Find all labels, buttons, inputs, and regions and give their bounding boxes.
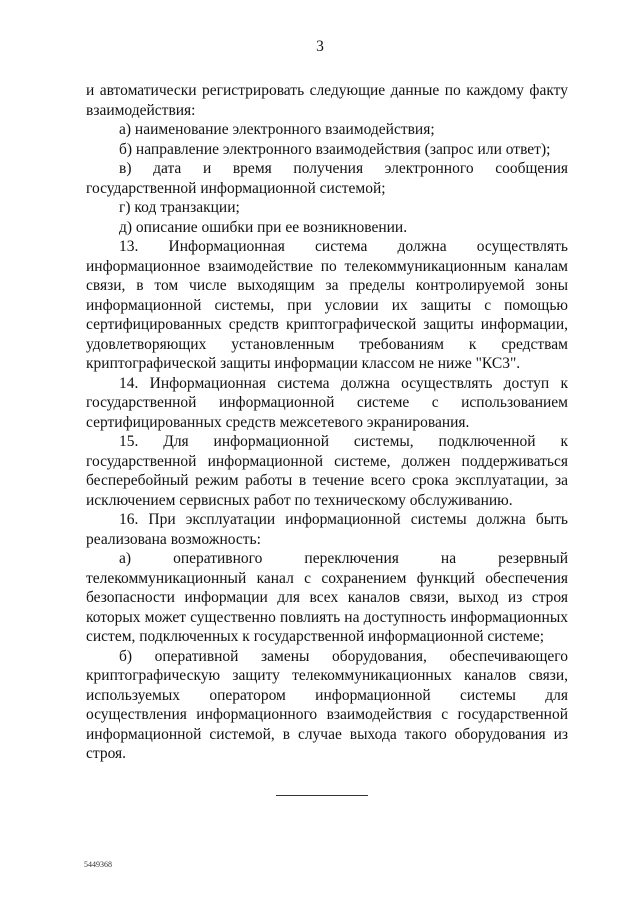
paragraph-clause-15: 15. Для информационной системы, подключенной к государственной информационной системе, должен поддерживаться бесперебойный режим работы в течение всего срока эксплуатации, за исключением сервисных работ по техническому обслуживанию.: [86, 433, 568, 509]
paragraph-item-g: г) код транзакции;: [119, 199, 240, 216]
paragraph-item-d: д) описание ошибки при ее возникновении.: [119, 218, 408, 236]
document-body: [86, 81, 568, 764]
paragraph-clause-13: 13. Информационная система должна осуществлять информационное взаимодействие по телекоммуникационным каналам связи, в том числе выходящим за пределы контролируемой зоны информационной системы, при условии их защиты с помощью сертифицированных средств криптографической защиты информации, удовлетворяющих установленным требованиям к средствам криптографической защиты информации классом не ниже "КС3".: [86, 238, 568, 372]
document-code: 5449368: [84, 860, 112, 869]
paragraph-item-v: в) дата и время получения электронного сообщения государственной информационной системой;: [86, 160, 568, 197]
paragraph-clause-16-a: а) оперативного переключения на резервный телекоммуникационный канал с сохранением функций обеспечения безопасности информации для всех каналов связи, выход из строя которых может существенно повлиять на доступность информационных систем, подключенных к государственной информационной системе;: [86, 550, 568, 645]
paragraph-clause-16-b: б) оперативной замены оборудования, обеспечивающего криптографическую защиту телекоммуникационных каналов связи, используемых оператором информационной системы для осуществления информационного взаимодействия с государственной информационной системой, в случае выхода такого оборудования из строя.: [86, 647, 568, 762]
paragraph-clause-16: 16. При эксплуатации информационной системы должна быть реализована возможность:: [86, 511, 568, 548]
paragraph-continuation: и автоматически регистрировать следующие данные по каждому факту взаимодействия:: [86, 82, 568, 119]
paragraph-clause-14: 14. Информационная система должна осуществлять доступ к государственной информационной системе с использованием сертифицированных средств межсетевого экранирования.: [86, 374, 568, 431]
page-number: 3: [316, 38, 324, 55]
paragraph-item-a: а) наименование электронного взаимодействия;: [119, 121, 435, 138]
footer-divider: [276, 795, 368, 796]
paragraph-item-b: б) направление электронного взаимодействия (запрос или ответ);: [119, 140, 551, 158]
